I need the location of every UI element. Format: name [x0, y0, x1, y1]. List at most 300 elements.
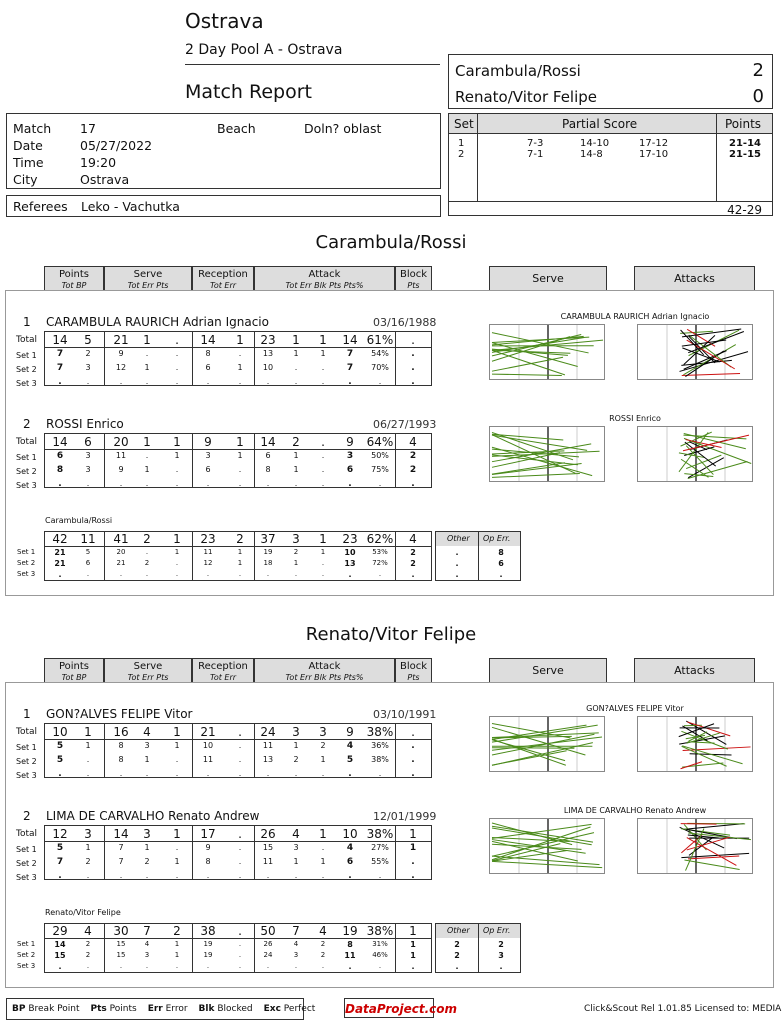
attack-trajectory — [688, 742, 715, 743]
set-cell: . — [58, 769, 62, 779]
set-cell: . — [175, 871, 179, 880]
set-cell: 5 — [56, 755, 64, 765]
team-set-cell: 3 — [144, 951, 150, 959]
partial-1: 7-3 — [527, 138, 544, 149]
team-totals-label: Renato/Vitor Felipe — [45, 908, 121, 917]
total-cell: 5 — [84, 333, 92, 347]
beach-value: Doln? oblast — [304, 121, 382, 136]
attacks-chart-button[interactable]: Attacks — [634, 658, 755, 683]
col-header-block-sub: Pts — [407, 281, 420, 290]
serve-trajectory — [492, 374, 562, 375]
team-row-label-set3: Set 3 — [17, 962, 36, 970]
other-cell: 2 — [454, 940, 460, 949]
legend-value: Points — [109, 1004, 137, 1014]
set-cell: . — [119, 769, 123, 778]
team-set-cell: 1 — [237, 559, 243, 567]
col-header-block — [395, 266, 432, 291]
set-cell: 2 — [85, 349, 91, 358]
team-set-cell: 21 — [116, 559, 126, 567]
team-total-cell: 2 — [143, 532, 151, 546]
col-divider — [104, 433, 105, 488]
team-set-cell: 1 — [410, 940, 416, 949]
total-score: 42-29 — [727, 203, 762, 217]
team-set-cell: 14 — [54, 940, 66, 949]
date-label: Date — [13, 138, 43, 153]
set-cell: . — [206, 479, 210, 488]
attack-trajectory — [682, 373, 740, 375]
set-cell: 8 — [118, 741, 124, 750]
team-total-cell: . — [238, 924, 242, 938]
set-cell: 3 — [205, 451, 211, 460]
row-divider — [44, 739, 432, 740]
col-header-attack-label: Attack — [308, 269, 341, 280]
serve-trajectory — [492, 474, 580, 478]
set-cell: . — [119, 377, 123, 386]
total-cell: 14 — [342, 333, 358, 347]
set-number: 2 — [458, 149, 465, 160]
team-set-cell: 5 — [85, 548, 91, 556]
referees-box — [6, 195, 441, 217]
col-header-points-sub: Tot BP — [61, 673, 87, 682]
set-cell: . — [294, 479, 298, 488]
set-cell: 9 — [118, 349, 124, 358]
set-cell: 1 — [293, 465, 299, 474]
player-number: 1 — [23, 707, 31, 721]
set-cell: . — [86, 755, 90, 764]
partial-3: 17-12 — [639, 138, 669, 149]
set-cell: . — [58, 377, 62, 387]
set-cell: . — [86, 871, 90, 880]
col-header-reception — [192, 266, 254, 291]
set-cell: . — [238, 769, 242, 778]
partial-score-table — [448, 113, 773, 216]
chart-player-name: CARAMBULA RAURICH Adrian Ignacio — [560, 312, 710, 321]
set-cell: . — [411, 349, 415, 359]
legend-value: Blocked — [217, 1004, 253, 1014]
col-header-points — [44, 658, 104, 683]
team-total-cell: 3 — [292, 532, 300, 546]
total-cell: 1 — [143, 435, 151, 449]
row-divider — [44, 841, 432, 842]
team-total-cell: 1 — [173, 532, 181, 546]
team-set-cell: 24 — [263, 951, 273, 959]
set-cell: . — [175, 843, 179, 852]
set-cell: 12 — [115, 363, 127, 372]
operr-cell: 2 — [498, 940, 504, 949]
set-cell: 2 — [409, 465, 417, 475]
team-set-cell: 2 — [293, 548, 299, 556]
version-text: Click&Scout Rel 1.01.85 Licensed to: MEDIA — [584, 1004, 782, 1014]
attack-court-chart — [637, 324, 753, 380]
set-cell: . — [266, 871, 270, 880]
set-cell: . — [145, 479, 149, 488]
total-cell: 16 — [113, 725, 129, 739]
city-value: Ostrava — [80, 172, 130, 187]
legend-item — [12, 1004, 80, 1014]
operr-cell: . — [499, 962, 503, 971]
beach-label: Beach — [217, 121, 256, 136]
team1-sets: 2 — [752, 60, 764, 81]
set-cell: . — [321, 769, 325, 778]
legend-key: Pts — [90, 1004, 107, 1014]
other-cell: . — [455, 559, 459, 568]
partial-2: 14-10 — [580, 138, 610, 149]
operr-cell: 6 — [498, 559, 504, 568]
team-row-label-set1: Set 1 — [17, 940, 36, 948]
set-cell: 4 — [346, 843, 354, 853]
team-set-cell: 4 — [293, 940, 299, 948]
total-cell: 12 — [52, 827, 68, 841]
set-cell: . — [175, 349, 179, 358]
team-set-cell: . — [378, 962, 382, 970]
team-set-cell: . — [348, 962, 352, 971]
row-label-set2: Set 2 — [16, 365, 37, 374]
set-cell: 1 — [174, 741, 180, 750]
team-set-cell: 19 — [263, 548, 273, 556]
player-birthdate: 12/01/1999 — [373, 810, 437, 823]
total-cell: 1 — [84, 725, 92, 739]
col-divider — [192, 723, 193, 778]
set-cell: 1 — [237, 451, 243, 460]
col-divider — [395, 825, 396, 880]
time-label: Time — [13, 155, 44, 170]
other-header: Other — [447, 926, 470, 935]
other-cell: . — [455, 570, 459, 579]
set-cell: 5 — [56, 741, 64, 751]
set-cell: 11 — [262, 741, 274, 750]
total-cell: 14 — [52, 435, 68, 449]
team-set-cell: 1 — [174, 951, 180, 959]
row-divider — [44, 938, 432, 939]
team-set-cell: . — [145, 548, 149, 556]
team-set-cell: . — [411, 962, 415, 971]
attacks-chart-button[interactable]: Attacks — [634, 266, 755, 291]
total-cell: 4 — [143, 725, 151, 739]
team-set-cell: . — [348, 570, 352, 579]
set-cell: 1 — [144, 363, 150, 372]
row-label-total: Total — [16, 829, 38, 839]
total-cell: 14 — [260, 435, 276, 449]
set-cell: 9 — [205, 843, 211, 852]
set-cell: 3 — [85, 451, 91, 460]
serve-court-chart — [489, 818, 605, 874]
set-header: Set — [454, 117, 474, 131]
player-name: LIMA DE CARVALHO Renato Andrew — [46, 809, 260, 823]
result-box — [448, 54, 773, 109]
set-cell: . — [206, 377, 210, 386]
team-set-cell: 4 — [144, 940, 150, 948]
team-set-cell: . — [238, 962, 242, 970]
col-header-attack-sub: Tot Err Blk Pts Pts% — [285, 673, 364, 682]
row-label-set2: Set 2 — [16, 467, 37, 476]
set-cell: 54% — [371, 349, 389, 358]
set-cell: . — [238, 741, 242, 750]
col-header-reception-sub: Tot Err — [209, 281, 237, 290]
row-label-set2: Set 2 — [16, 859, 37, 868]
set-cell: 8 — [205, 857, 211, 866]
total-cell: 9 — [346, 435, 354, 449]
set-cell: . — [238, 871, 242, 880]
team-row-label-set2: Set 2 — [17, 559, 36, 567]
row-divider — [44, 546, 432, 547]
set-cell: 9 — [118, 465, 124, 474]
serve-chart-button[interactable]: Serve — [489, 658, 607, 683]
set-cell: . — [119, 479, 123, 488]
logo-text: DataProject.com — [345, 1002, 458, 1016]
row-label-set2: Set 2 — [16, 757, 37, 766]
team1-name: Carambula/Rossi — [455, 62, 581, 80]
total-cell: . — [238, 827, 242, 841]
col-divider — [192, 825, 193, 880]
set-cell: 15 — [262, 843, 274, 852]
team-total-cell: 7 — [143, 924, 151, 938]
total-cell: 38% — [366, 725, 394, 739]
total-cell: 21 — [200, 725, 216, 739]
col-header-reception-label: Reception — [198, 661, 248, 672]
total-cell: . — [321, 435, 325, 449]
match-info-box — [6, 113, 441, 189]
team-set-cell: 2 — [410, 548, 416, 557]
set-cell: 55% — [371, 857, 389, 866]
set-cell: 7 — [118, 843, 124, 852]
set-cell: 1 — [237, 363, 243, 372]
set-cell: . — [411, 871, 415, 881]
attack-trajectory — [684, 860, 739, 869]
total-cell: 3 — [319, 725, 327, 739]
row-label-set1: Set 1 — [16, 743, 37, 752]
set-cell: 5 — [56, 843, 64, 853]
other-header: Other — [447, 534, 470, 543]
team-total-cell: 37 — [260, 532, 276, 546]
team-set-cell: . — [119, 962, 123, 970]
set-cell: . — [238, 843, 242, 852]
set-cell: 7 — [346, 363, 354, 373]
serve-trajectory — [492, 856, 600, 864]
set-cell: . — [378, 479, 382, 488]
other-cell: 2 — [454, 951, 460, 960]
team-total-cell: 38 — [200, 924, 216, 938]
col-header-block-label: Block — [399, 661, 428, 672]
partial-header: Partial Score — [562, 117, 638, 131]
total-cell: 1 — [319, 827, 327, 841]
total-cell: 9 — [346, 725, 354, 739]
team-total-cell: 4 — [84, 924, 92, 938]
team-set-cell: 2 — [85, 940, 91, 948]
total-cell: 4 — [292, 827, 300, 841]
set-cell: . — [238, 349, 242, 358]
time-value: 19:20 — [80, 155, 117, 170]
referees-value: Leko - Vachutka — [81, 199, 180, 214]
set-cell: 1 — [85, 843, 91, 852]
set-cell: . — [175, 363, 179, 372]
team-set-cell: 2 — [85, 951, 91, 959]
attack-trajectory — [681, 731, 727, 749]
operr-cell: . — [499, 570, 503, 579]
set-cell: 1 — [409, 843, 417, 853]
serve-chart-button[interactable]: Serve — [489, 266, 607, 291]
legend-box — [6, 998, 316, 1020]
serve-court-chart — [489, 716, 605, 772]
legend-key: Err — [147, 1004, 163, 1014]
col-header-serve-label: Serve — [133, 661, 163, 672]
team-set-cell: . — [206, 570, 210, 578]
team-set-cell: . — [238, 951, 242, 959]
set-cell: . — [145, 451, 149, 460]
total-cell: 24 — [260, 725, 276, 739]
total-cell: 6 — [84, 435, 92, 449]
operr-header: Op Err. — [483, 926, 511, 935]
set-cell: 13 — [262, 349, 274, 358]
total-cell: 26 — [260, 827, 276, 841]
set-cell: . — [145, 349, 149, 358]
col-divider — [395, 531, 396, 581]
team-set-cell: 46% — [372, 951, 388, 959]
set-cell: . — [119, 871, 123, 880]
set-cell: 2 — [320, 741, 326, 750]
set-cell: . — [411, 377, 415, 387]
total-cell: 3 — [143, 827, 151, 841]
team-set-cell: 6 — [85, 559, 91, 567]
team2-sets: 0 — [752, 86, 764, 107]
team-total-cell: 19 — [342, 924, 358, 938]
event-title: Ostrava — [185, 9, 264, 33]
row-label-set3: Set 3 — [16, 481, 37, 490]
serve-court-chart — [489, 426, 605, 482]
set-cell: 11 — [202, 755, 214, 764]
set-cell: 27% — [371, 843, 389, 852]
set-cell: . — [378, 871, 382, 880]
team-set-cell: . — [411, 570, 415, 579]
set-cell: . — [86, 479, 90, 488]
col-divider — [478, 531, 479, 581]
total-cell: 21 — [113, 333, 129, 347]
col-header-reception-sub: Tot Err — [209, 673, 237, 682]
team-set-cell: 10 — [344, 548, 356, 557]
referees-label: Referees — [13, 199, 68, 214]
team-section-title: Carambula/Rossi — [315, 232, 467, 253]
total-cell: . — [411, 333, 415, 347]
total-cell: 4 — [409, 435, 417, 449]
attack-trajectory — [689, 837, 713, 855]
total-cell: 38% — [366, 827, 394, 841]
set-cell: . — [321, 871, 325, 880]
set-cell: . — [411, 741, 415, 751]
team-set-cell: . — [266, 570, 270, 578]
col-header-attack-label: Attack — [308, 661, 341, 672]
set-cell: . — [238, 479, 242, 488]
total-cell: 9 — [204, 435, 212, 449]
team-set-cell: 18 — [263, 559, 273, 567]
set-cell: 1 — [293, 451, 299, 460]
set-cell: . — [321, 479, 325, 488]
player-number: 2 — [23, 809, 31, 823]
team-set-cell: 1 — [174, 548, 180, 556]
set-cell: 1 — [293, 741, 299, 750]
partial-3: 17-10 — [639, 149, 669, 160]
set-cell: . — [58, 479, 62, 489]
team-total-cell: 4 — [409, 532, 417, 546]
set-cell: 13 — [262, 755, 274, 764]
set-cell: 6 — [205, 465, 211, 474]
player-name: ROSSI Enrico — [46, 417, 124, 431]
team2-name: Renato/Vitor Felipe — [455, 88, 598, 106]
set-cell: 75% — [371, 465, 389, 474]
team-total-cell: 62% — [366, 532, 394, 546]
team-set-cell: 15 — [116, 940, 126, 948]
serve-trajectory — [492, 861, 602, 867]
set-cell: . — [238, 465, 242, 474]
set-cell: 3 — [346, 451, 354, 461]
team-set-cell: 2 — [320, 951, 326, 959]
team-total-cell: 50 — [260, 924, 276, 938]
set-cell: 6 — [205, 363, 211, 372]
set-cell: . — [294, 871, 298, 880]
set-cell: 7 — [118, 857, 124, 866]
total-cell: 1 — [173, 827, 181, 841]
col-header-points-label: Points — [58, 661, 90, 672]
team-set-cell: . — [294, 570, 298, 578]
total-cell: . — [175, 333, 179, 347]
total-cell: 3 — [292, 725, 300, 739]
team-set-cell: . — [321, 559, 325, 567]
team-set-cell: . — [175, 559, 179, 567]
total-cell: 1 — [173, 435, 181, 449]
set-cell: 3 — [144, 741, 150, 750]
total-cell: 14 — [52, 333, 68, 347]
col-divider — [192, 531, 193, 581]
col-divider — [478, 923, 479, 973]
set-cell: 8 — [265, 465, 271, 474]
row-divider — [44, 347, 432, 348]
team-set-cell: 26 — [263, 940, 273, 948]
set-cell: . — [348, 479, 352, 489]
team-set-cell: . — [266, 962, 270, 970]
total-cell: 1 — [236, 435, 244, 449]
legend-value: Perfect — [283, 1004, 316, 1014]
date-value: 05/27/2022 — [80, 138, 153, 153]
set-cell: . — [321, 843, 325, 852]
team-set-cell: . — [175, 962, 179, 970]
set-cell: 3 — [293, 843, 299, 852]
set-cell: . — [321, 377, 325, 386]
match-label: Match — [13, 121, 52, 136]
team-set-cell: . — [238, 570, 242, 578]
total-cell: 17 — [200, 827, 216, 841]
row-label-set3: Set 3 — [16, 379, 37, 388]
total-cell: 3 — [84, 827, 92, 841]
row-label-set1: Set 1 — [16, 453, 37, 462]
col-header-serve — [104, 266, 192, 291]
attack-court-chart — [637, 818, 753, 874]
team-set-cell: 21 — [54, 559, 66, 568]
col-header-reception-label: Reception — [198, 269, 248, 280]
col-divider — [104, 723, 105, 778]
other-cell: . — [455, 962, 459, 971]
team-total-cell: 23 — [342, 532, 358, 546]
set-cell: . — [175, 755, 179, 764]
set-cell: 70% — [371, 363, 389, 372]
set-cell: . — [145, 769, 149, 778]
team-total-cell: 30 — [113, 924, 129, 938]
team-set-cell: . — [294, 962, 298, 970]
legend-key: Blk — [198, 1004, 215, 1014]
total-cell: 1 — [292, 333, 300, 347]
event-subtitle: 2 Day Pool A - Ostrava — [185, 42, 343, 58]
team-set-cell: 2 — [320, 940, 326, 948]
col-header-reception — [192, 658, 254, 683]
set-cell: . — [266, 377, 270, 386]
legend-value: Error — [165, 1004, 188, 1014]
